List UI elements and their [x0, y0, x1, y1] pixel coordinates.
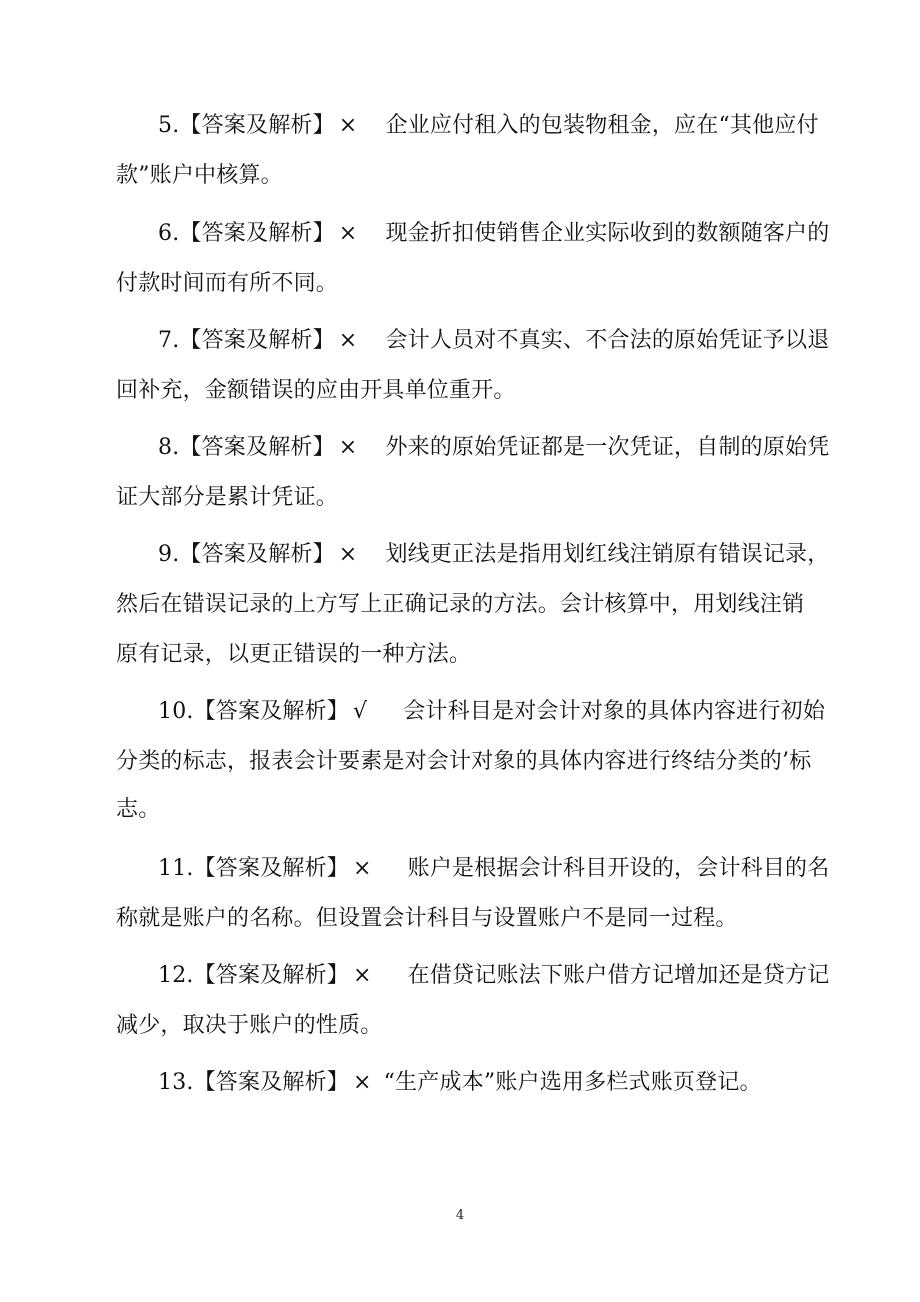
item-text: 原有记录，以更正错误的一种方法。 [116, 642, 472, 667]
answer-item-12-line-1 [158, 962, 829, 990]
item-number: 13. [158, 1070, 194, 1095]
item-text: 企业应付租入的包装物租金，应在“其他应付 [385, 113, 819, 138]
item-text: 证大部分是累计凭证。 [116, 485, 339, 510]
answer-item-5-line-2 [116, 162, 283, 190]
answer-item-6-line-1 [158, 220, 829, 248]
item-mark: × [353, 963, 372, 988]
item-text: 现金折扣使销售企业实际收到的数额随客户的 [385, 221, 830, 246]
item-label: 【答案及解析】 [179, 542, 335, 567]
item-number: 6. [158, 221, 180, 246]
item-label: 【答案及解析】 [193, 856, 349, 881]
answer-item-9-line-1 [158, 541, 829, 569]
item-mark: × [338, 221, 358, 246]
item-text: 会计科目是对会计对象的具体内容进行初始 [403, 699, 826, 724]
answer-item-10-line-3 [116, 796, 160, 824]
item-number: 7. [158, 328, 180, 353]
item-text: 会计人员对不真实、不合法的原始凭证予以退 [385, 328, 830, 353]
item-number: 5. [158, 113, 180, 138]
answer-item-6-line-2 [116, 270, 338, 298]
item-text: 账户是根据会计科目开设的，会计科目的名 [407, 856, 830, 881]
item-text: 然后在错误记录的上方写上正确记录的方法。会计核算中，用划线注销 [116, 592, 805, 617]
answer-item-11-line-1 [158, 855, 829, 883]
answer-item-11-line-2 [116, 905, 738, 933]
item-text: 回补充，金额错误的应由开具单位重开。 [116, 378, 516, 403]
answer-item-7-line-1 [158, 327, 829, 355]
item-text: 分类的标志，报表会计要素是对会计对象的具体内容进行终结分类的’标 [116, 749, 812, 774]
page-number: 4 [455, 1208, 465, 1223]
item-text: 在借贷记账法下账户借方记增加还是贷方记 [407, 963, 830, 988]
item-label: 【答案及解析】 [193, 699, 349, 724]
answer-item-13-line-1 [158, 1069, 762, 1097]
answer-item-10-line-2 [116, 748, 811, 776]
item-mark: √ [353, 699, 368, 724]
item-label: 【答案及解析】 [193, 963, 349, 988]
answer-item-5-line-1 [158, 112, 819, 140]
item-number: 9. [158, 542, 180, 567]
item-text: 志。 [116, 797, 161, 822]
item-text: “生产成本”账户选用多栏式账页登记。 [383, 1070, 762, 1095]
item-text: 款”账户中核算。 [116, 163, 283, 188]
item-label: 【答案及解析】 [179, 328, 335, 353]
item-mark: × [353, 1070, 372, 1095]
item-mark: × [338, 435, 358, 460]
item-label: 【答案及解析】 [179, 113, 335, 138]
item-number: 12. [158, 963, 194, 988]
answer-item-8-line-1 [158, 434, 829, 462]
answer-item-10-line-1 [158, 698, 825, 726]
item-number: 11. [158, 856, 194, 881]
item-number: 10. [158, 699, 194, 724]
answer-item-8-line-2 [116, 484, 338, 512]
item-mark: × [338, 328, 358, 353]
answer-item-7-line-2 [116, 377, 516, 405]
item-label: 【答案及解析】 [179, 435, 335, 460]
item-label: 【答案及解析】 [179, 221, 335, 246]
item-number: 8. [158, 435, 180, 460]
item-label: 【答案及解析】 [193, 1070, 349, 1095]
answer-item-12-line-2 [116, 1012, 382, 1040]
item-text: 付款时间而有所不同。 [116, 271, 339, 296]
item-text: 外来的原始凭证都是一次凭证，自制的原始凭 [385, 435, 830, 460]
item-mark: × [338, 542, 358, 567]
item-text: 划线更正法是指用划红线注销原有错误记录， [385, 542, 830, 567]
answer-item-9-line-3 [116, 641, 471, 669]
item-mark: × [353, 856, 372, 881]
item-mark: × [338, 113, 358, 138]
item-text: 称就是账户的名称。但设置会计科目与设置账户不是同一过程。 [116, 906, 738, 931]
item-text: 减少，取决于账户的性质。 [116, 1013, 383, 1038]
answer-item-9-line-2 [116, 591, 804, 619]
